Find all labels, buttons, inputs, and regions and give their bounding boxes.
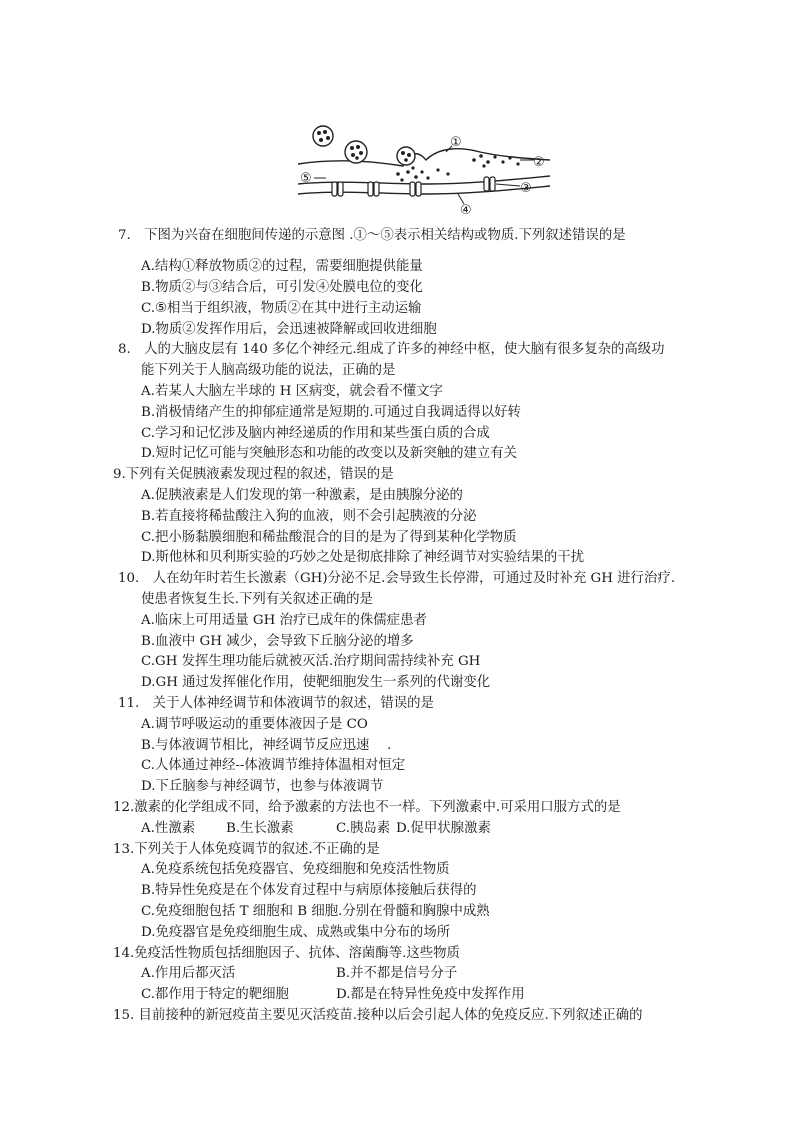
q12-option-c: C.胰岛素: [336, 821, 391, 836]
q9-option-c: C.把小肠黏膜细胞和稀盐酸混合的目的是为了得到某种化学物质: [141, 530, 517, 545]
label-4: ④: [460, 203, 472, 218]
q7-stem: 7. 下图为兴奋在细胞间传递的示意图 .①～⑤表示相关结构或物质.下列叙述错误的是: [118, 228, 626, 243]
q8-option-d: D.短时记忆可能与突触形态和功能的改变以及新突触的建立有关: [141, 446, 518, 461]
q9-option-d: D.斯他林和贝利斯实验的巧妙之处是彻底排除了神经调节对实验结果的干扰: [141, 550, 585, 565]
synaptic-vesicles: [313, 126, 415, 165]
q13-option-d: D.免疫器官是免疫细胞生成、成熟或集中分布的场所: [141, 925, 451, 940]
label-3: ③: [520, 181, 532, 196]
q12-option-d: D.促甲状腺激素: [396, 821, 491, 836]
q8-option-c: C.学习和记忆涉及脑内神经递质的作用和某些蛋白质的合成: [141, 426, 490, 441]
q14-option-c: C.都作用于特定的靶细胞: [141, 987, 289, 1002]
q12-option-b: B.生长激素: [226, 821, 294, 836]
label-2: ②: [533, 155, 545, 170]
q13-option-c: C.免疫细胞包括 T 细胞和 B 细胞.分别在骨髓和胸腺中成熟: [141, 904, 490, 919]
q14-option-b: B.并不都是信号分子: [336, 966, 458, 981]
q8-option-b: B.消极情绪产生的抑郁症通常是短期的.可通过自我调适得以好转: [141, 405, 521, 420]
q13-option-b: B.特异性免疫是在个体发育过程中与病原体接触后获得的: [141, 883, 477, 898]
q11-option-b: B.与体液调节相比，神经调节反应迅速 .: [141, 738, 392, 753]
q11-option-c: C.人体通过神经--体液调节维持体温相对恒定: [141, 758, 406, 773]
q10-stem-line1: 10. 人在幼年时若生长激素（GH)分泌不足.会导致生长停滞，可通过及时补充 GH 进行治疗.: [118, 571, 675, 586]
q7-option-a: A.结构①释放物质②的过程，需要细胞提供能量: [141, 259, 423, 274]
q7-option-c: C.⑤相当于组织液，物质②在其中进行主动运输: [141, 301, 422, 316]
q14-option-a: A.作用后都灭活: [141, 966, 236, 981]
q12-option-a: A.性激素: [141, 821, 196, 836]
q9-stem: 9.下列有关促胰液素发现过程的叙述，错误的是: [113, 467, 394, 482]
presynaptic-membrane: [298, 149, 550, 166]
q13-option-a: A.免疫系统包括免疫器官、免疫细胞和免疫活性物质: [141, 862, 450, 877]
q13-stem: 13.下列关于人体免疫调节的叙述.不正确的是: [113, 842, 380, 857]
q9-option-b: B.若直接将稀盐酸注入狗的血液，则不会引起胰液的分泌: [141, 509, 477, 524]
q15-stem: 15. 目前接种的新冠疫苗主要见灭活疫苗.接种以后会引起人体的免疫反应.下列叙述正确的: [113, 1008, 643, 1023]
q10-option-a: A.临床上可用适量 GH 治疗已成年的侏儒症患者: [141, 613, 427, 628]
q14-option-d: D.都是在特异性免疫中发挥作用: [336, 987, 525, 1002]
q7-option-d: D.物质②发挥作用后，会迅速被降解或回收进细胞: [141, 322, 437, 337]
q8-stem-line2: 能下列关于人脑高级功能的说法，正确的是: [141, 363, 396, 378]
q11-option-a: A.调节呼吸运动的重要体液因子是 CO: [141, 717, 368, 732]
q9-option-a: A.促胰液素是人们发现的第一种激素，是由胰腺分泌的: [141, 488, 463, 503]
q10-option-c: C.GH 发挥生理功能后就被灭活.治疗期间需持续补充 GH: [141, 654, 481, 669]
q14-stem: 14.免疫活性物质包括细胞因子、抗体、溶菌酶等.这些物质: [113, 946, 460, 961]
label-1: ①: [450, 135, 462, 150]
q10-stem-line2: 使患者恢复生长.下列有关叙述正确的是: [141, 592, 373, 607]
q8-stem-line1: 8. 人的大脑皮层有 140 多亿个神经元.组成了许多的神经中枢，使大脑有很多复杂的高级功: [118, 342, 665, 357]
label-5: ⑤: [300, 171, 312, 186]
q7-option-b: B.物质②与③结合后，可引发④处膜电位的变化: [141, 280, 423, 295]
q11-stem: 11. 关于人体神经调节和体液调节的叙述，错误的是: [118, 696, 434, 711]
q11-option-d: D.下丘脑参与神经调节，也参与体液调节: [141, 779, 384, 794]
q8-option-a: A.若某人大脑左半球的 H 区病变，就会看不懂文字: [141, 384, 443, 399]
q10-option-d: D.GH 通过发挥催化作用，使靶细胞发生一系列的代谢变化: [141, 675, 491, 690]
q10-option-b: B.血液中 GH 减少，会导致下丘脑分泌的增多: [141, 634, 414, 649]
synapse-diagram: [298, 122, 550, 218]
q12-stem: 12.激素的化学组成不同，给予激素的方法也不一样。下列激素中.可采用口服方式的是: [113, 800, 621, 815]
